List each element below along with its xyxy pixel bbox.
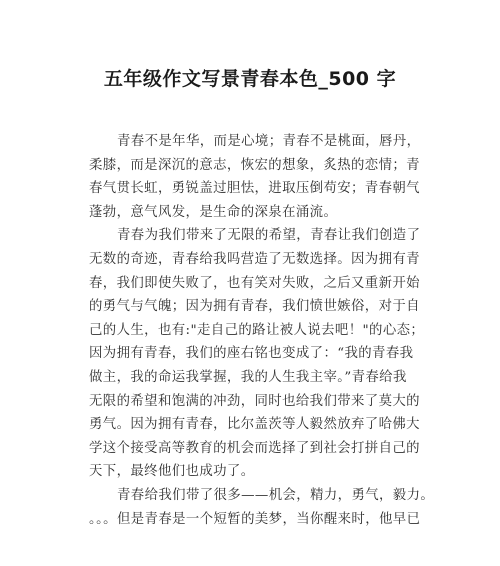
text-line: 青春不是年华，而是心境；青春不是桃面，唇丹， [117,134,421,149]
text-line: 春，我们即使失败了，也有笑对失败，之后又重新开始 [89,275,420,291]
text-line: 柔膝，而是深沉的意志，恢宏的想象，炙热的恋情；青 [89,157,420,173]
text-line: 己的人生，也有:"走自己的路让被人说去吧！"的心态； [89,322,425,338]
text-line: 无数的奇迹，青春给我吗营造了无数选择。因为拥有青 [89,251,420,267]
document-body [89,130,435,531]
text-line: 青春为我们带来了无限的希望，青春让我们创造了 [117,228,421,244]
text-line: 。。。但是青春是一个短暂的美梦，当你醒来时，他早已 [89,511,421,527]
text-line: 因为拥有青春，我们的座右铭也变成了：“我的青春我 [89,346,414,362]
text-line: 做主，我的命运我掌握，我的人生我主宰。”青春给我 [89,369,407,385]
text-line: 无限的希望和饱满的冲劲，同时也给我们带来了莫大的 [89,393,420,409]
text-line: 勇气。因为拥有青春，比尔盖茨等人毅然放弃了哈佛大 [89,417,420,433]
text-line: 的勇气与气魄；因为拥有青春，我们愤世嫉俗，对于自 [89,299,420,315]
text-line: 学这个接受高等教育的机会而选择了到社会打拼自己的 [89,440,420,456]
text-line: 春气贯长虹，勇锐盖过胆怯，进取压倒苟安；青春朝气 [89,181,420,197]
text-line: 天下，最终他们也成功了。 [89,464,255,480]
text-line: 蓬勃，意气风发，是生命的深泉在涌流。 [89,204,338,220]
text-line: 青春给我们带了很多——机会，精力，勇气，毅力。 [117,487,435,503]
document-title: 五年级作文写景青春本色_500 字 [103,68,397,90]
